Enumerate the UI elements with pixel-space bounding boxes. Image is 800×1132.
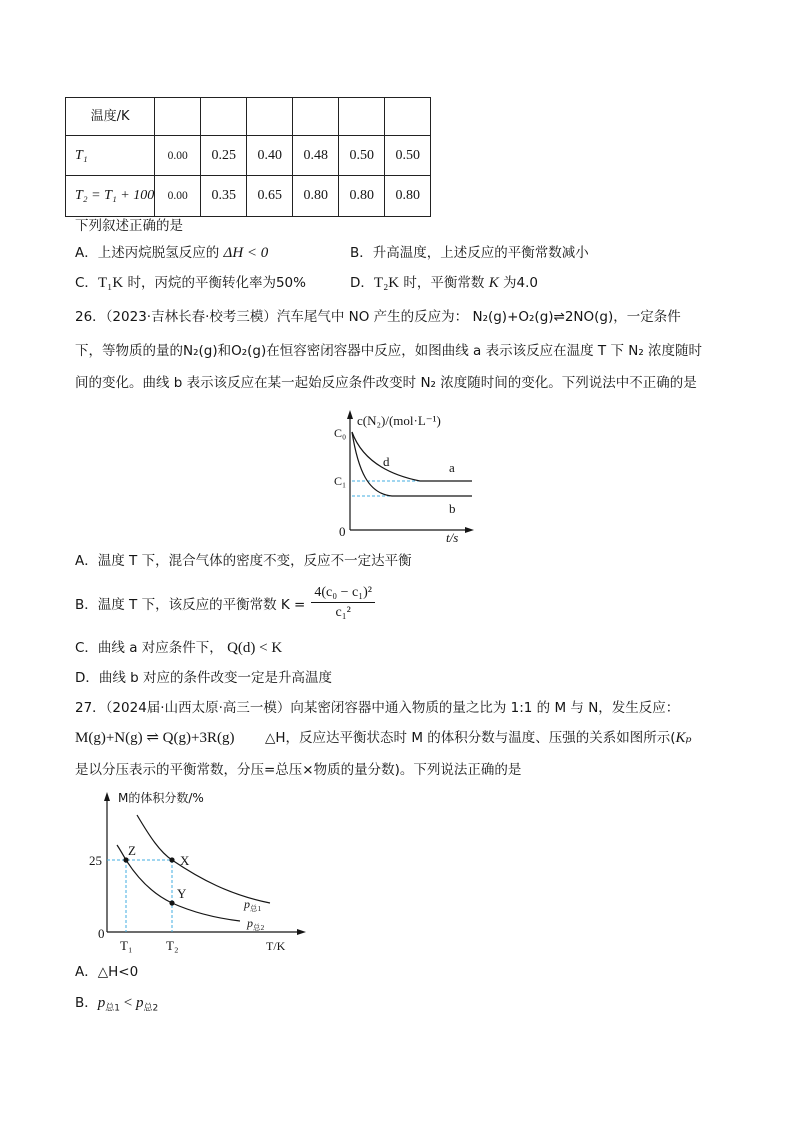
table-cell: 0.35 bbox=[201, 176, 247, 217]
point-y bbox=[169, 900, 174, 905]
pressure-subscript: 总2 bbox=[253, 923, 265, 932]
option-text: 时，平衡常数 bbox=[399, 275, 489, 291]
q26-option-b bbox=[75, 585, 375, 621]
option-text: C．曲线 a 对应条件下， bbox=[75, 640, 223, 656]
q26-concentration-figure bbox=[320, 400, 490, 546]
x-tick-t1: T₁ bbox=[120, 938, 133, 953]
q25-option-c bbox=[75, 274, 306, 292]
table-header-cell bbox=[385, 98, 431, 136]
y-axis-arrow bbox=[104, 792, 110, 801]
q26-option-d: D．曲线 b 对应的条件改变一定是升高温度 bbox=[75, 670, 333, 686]
x-axis-arrow bbox=[465, 527, 474, 533]
option-math: Q(d) < K bbox=[227, 640, 283, 656]
q26-stem-line-1: 26．（2023·吉林长春·校考三模）汽车尾气中 NO 产生的反应为： N₂(g)+O₂(g)⇌2NO(g)，一定条件 bbox=[75, 309, 681, 325]
c1-label: C₁ bbox=[334, 474, 347, 488]
q27-stem-line-3: 是以分压表示的平衡常数，分压=总压×物质的量分数)。下列说法正确的是 bbox=[75, 762, 522, 778]
table-cell: 0.80 bbox=[339, 176, 385, 217]
pressure-subscript: 总1 bbox=[250, 904, 262, 913]
q27-option-b bbox=[75, 994, 158, 1018]
x-axis-label: t/s bbox=[446, 530, 459, 545]
table-cell: 0.50 bbox=[385, 136, 431, 176]
table-cell: 0.25 bbox=[201, 136, 247, 176]
pressure-subscript-right: 总2 bbox=[143, 1003, 159, 1014]
q25-option-d bbox=[350, 274, 538, 292]
table-cell: 0.65 bbox=[247, 176, 293, 217]
x-axis-label: T/K bbox=[266, 939, 286, 953]
option-text: B．温度 T 下，该反应的平衡常数 K = bbox=[75, 597, 306, 613]
option-label: B． bbox=[75, 995, 98, 1011]
curve-p2-label bbox=[246, 916, 264, 932]
table-header-cell bbox=[155, 98, 201, 136]
comparison-operator: < bbox=[120, 995, 136, 1011]
table-row-label: T₁ bbox=[66, 136, 155, 176]
q27-stem-line-2 bbox=[265, 729, 692, 747]
q27-volume-fraction-figure bbox=[80, 785, 312, 955]
table-cell: 0.50 bbox=[339, 136, 385, 176]
pressure-symbol: p bbox=[247, 916, 253, 930]
y-axis-arrow bbox=[347, 410, 353, 419]
pressure-subscript-left: 总1 bbox=[105, 1003, 120, 1014]
table-cell: 0.00 bbox=[155, 176, 201, 217]
q26-stem-line-2: 下，等物质的量的N₂(g)和O₂(g)在恒容密闭容器中反应，如图曲线 a 表示该反应在温度 T 下 N₂ 浓度随时 bbox=[75, 343, 703, 359]
fraction-denominator: c₁² bbox=[335, 605, 351, 620]
option-label: D． bbox=[350, 275, 374, 291]
option-math: T₁K bbox=[97, 275, 124, 291]
table-row bbox=[66, 136, 431, 176]
q25-stem: 下列叙述正确的是 bbox=[75, 218, 183, 234]
pressure-symbol-right: p bbox=[135, 995, 144, 1011]
q25-data-table bbox=[65, 97, 431, 217]
x-axis-arrow bbox=[297, 929, 306, 935]
x-tick-t2: T₂ bbox=[166, 938, 179, 953]
option-label: C． bbox=[75, 275, 98, 291]
table-header-cell bbox=[293, 98, 339, 136]
pressure-symbol: p bbox=[244, 897, 250, 911]
table-cell: 0.40 bbox=[247, 136, 293, 176]
q27-option-a: A．△H<0 bbox=[75, 964, 139, 980]
origin-label: 0 bbox=[98, 926, 105, 941]
curve-p1 bbox=[137, 815, 270, 903]
point-z bbox=[123, 857, 128, 862]
table-header-row bbox=[66, 98, 431, 136]
curve-a-label: a bbox=[449, 460, 455, 475]
pressure-symbol-left: p bbox=[97, 995, 106, 1011]
option-text: A．上述丙烷脱氢反应的 bbox=[75, 245, 220, 261]
q26-option-a: A．温度 T 下，混合气体的密度不变，反应不一定达平衡 bbox=[75, 553, 412, 569]
table-row-label: T₂ = T₁ + 100 bbox=[66, 176, 155, 217]
q25-option-a bbox=[75, 244, 268, 262]
q27-stem-line-1: 27．（2024届·山西太原·高三一模）向某密闭容器中通入物质的量之比为 1:1 的 M 与 N，发生反应： bbox=[75, 700, 680, 716]
table-header-cell bbox=[201, 98, 247, 136]
table-row bbox=[66, 176, 431, 217]
stem-text: △H，反应达平衡状态时 M 的体积分数与温度、压强的关系如图所示( bbox=[265, 730, 676, 746]
q26-option-c bbox=[75, 639, 282, 657]
y-axis-label: M的体积分数/% bbox=[118, 791, 204, 805]
q26-stem-line-3: 间的变化。曲线 b 表示该反应在某一起始反应条件改变时 N₂ 浓度随时间的变化。下列说法中不正确的是 bbox=[75, 375, 697, 391]
table-header-label: 温度/K bbox=[66, 98, 155, 136]
curve-p1-label bbox=[243, 897, 261, 913]
origin-label: 0 bbox=[339, 524, 346, 539]
point-x-label: X bbox=[180, 853, 190, 868]
option-math-k: K bbox=[488, 275, 499, 291]
kp-symbol: Kₚ bbox=[675, 730, 692, 746]
c0-label: C₀ bbox=[334, 426, 347, 440]
table-cell: 0.80 bbox=[385, 176, 431, 217]
y-axis-label: c(N₂)/(mol·L⁻¹) bbox=[357, 413, 441, 428]
table-header-cell bbox=[339, 98, 385, 136]
option-text-2: 为4.0 bbox=[498, 275, 539, 291]
table-cell: 0.48 bbox=[293, 136, 339, 176]
point-y-label: Y bbox=[177, 886, 187, 901]
q27-reaction-equation: M(g)+N(g) ⇌ Q(g)+3R(g) bbox=[75, 730, 235, 746]
point-x bbox=[169, 857, 174, 862]
q25-option-b: B．升高温度，上述反应的平衡常数减小 bbox=[350, 245, 589, 261]
option-math: T₂K bbox=[373, 275, 400, 291]
option-text: 时，丙烷的平衡转化率为50% bbox=[123, 275, 306, 291]
option-math: ΔH < 0 bbox=[223, 245, 269, 261]
point-d-label: d bbox=[383, 454, 390, 469]
curve-b-label: b bbox=[449, 501, 456, 516]
point-z-label: Z bbox=[128, 843, 136, 858]
y-tick-25: 25 bbox=[89, 853, 102, 868]
fraction-numerator: 4(c₀ − c₁)² bbox=[311, 585, 375, 603]
equilibrium-constant-fraction bbox=[311, 585, 375, 621]
table-header-cell bbox=[247, 98, 293, 136]
table-cell: 0.80 bbox=[293, 176, 339, 217]
table-cell: 0.00 bbox=[155, 136, 201, 176]
